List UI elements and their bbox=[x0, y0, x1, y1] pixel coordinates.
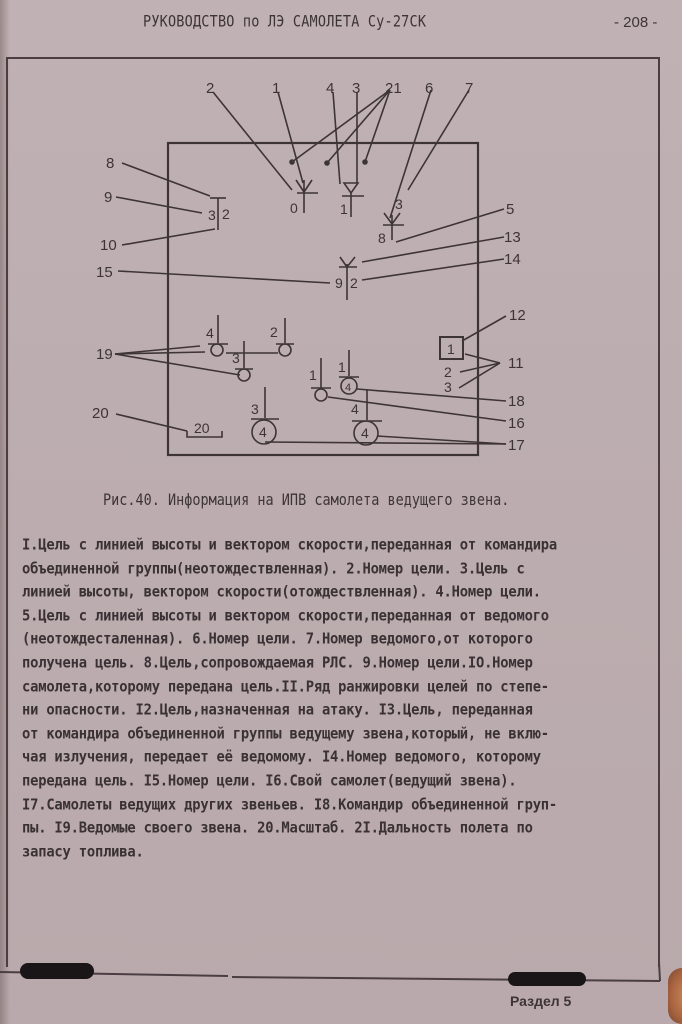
rank-2-number: 2 bbox=[444, 364, 452, 380]
rank-1-number: 1 bbox=[447, 341, 455, 357]
legend-line: (неотождесталенная). 6.Номер цели. 7.Номер ведомого,от которого bbox=[22, 630, 533, 649]
callout-10: 10 bbox=[100, 237, 117, 254]
legend-line: самолета,которому передана цель.II.Ряд ранжировки целей по степе- bbox=[22, 677, 549, 696]
page-header-title: РУКОВОДСТВО по ЛЭ САМОЛЕТА Су-27СК bbox=[143, 12, 427, 32]
commander-number: 1 bbox=[338, 359, 346, 375]
legend-line: пы. I9.Ведомые своего звена. 20.Масштаб. 2I.Дальность полета по bbox=[22, 819, 533, 838]
own-plane-number: 1 bbox=[309, 367, 317, 383]
page-number: - 208 - bbox=[614, 14, 658, 31]
commander-inner-number: 4 bbox=[345, 382, 352, 394]
legend-line: передана цель. I5.Номер цели. I6.Свой самолет(ведущий звена). bbox=[22, 772, 517, 790]
figure-caption: Рис.40. Информация на ИПВ самолета ведущего звена. bbox=[103, 491, 510, 510]
display-frame bbox=[168, 143, 478, 455]
leader-b-inner-number: 4 bbox=[361, 425, 369, 441]
callout-16: 16 bbox=[508, 415, 525, 432]
callout-13: 13 bbox=[504, 229, 521, 246]
legend-line: получена цель. 8.Цель,сопровождаемая РЛС. 9.Номер цели.IO.Номер bbox=[22, 654, 533, 672]
callout-4: 4 bbox=[326, 80, 335, 97]
target-5-number: 8 bbox=[378, 230, 386, 246]
callout-9: 9 bbox=[104, 189, 113, 206]
redaction-mark-right bbox=[508, 972, 586, 986]
target-3-number: 1 bbox=[340, 201, 348, 217]
callout-11: 11 bbox=[508, 355, 524, 372]
target-symbol-5 bbox=[383, 213, 404, 240]
target-13-wingman-number: 2 bbox=[350, 275, 358, 291]
wingman-a-number: 4 bbox=[206, 325, 214, 341]
callout-8: 8 bbox=[106, 155, 115, 172]
wingman-b-number: 2 bbox=[270, 324, 278, 340]
callout-3: 3 bbox=[352, 80, 361, 97]
scale-value: 20 bbox=[194, 420, 210, 436]
rank-3-number: 3 bbox=[444, 379, 452, 395]
leader-a-number: 3 bbox=[251, 401, 259, 417]
callout-7: 7 bbox=[465, 80, 474, 97]
legend-line: 5.Цель с линией высоты и вектором скорости,переданная от ведомого bbox=[22, 607, 549, 625]
callout-5: 5 bbox=[506, 201, 515, 218]
callout-17: 17 bbox=[508, 437, 525, 454]
wingman-c-number: 3 bbox=[232, 350, 240, 366]
callout-1: 1 bbox=[272, 80, 281, 97]
ipv-diagram bbox=[0, 60, 682, 480]
callout-14: 14 bbox=[504, 251, 521, 268]
legend-line: I.Цель с линией высоты и вектором скорости,переданная от командира bbox=[22, 536, 558, 554]
leader-b-number: 4 bbox=[351, 401, 359, 417]
legend-line: запасу топлива. bbox=[22, 843, 144, 861]
target-1-number: 0 bbox=[290, 200, 298, 216]
redaction-mark-left bbox=[20, 963, 94, 979]
legend-line: ни опасности. I2.Цель,назначенная на атаку. I3.Цель, переданная bbox=[22, 701, 533, 720]
thumb-photo-artifact bbox=[668, 968, 682, 1024]
target-8-number: 3 bbox=[208, 207, 216, 223]
figure-legend bbox=[22, 533, 672, 863]
callout-18: 18 bbox=[508, 393, 525, 410]
target-13-number: 9 bbox=[335, 275, 343, 291]
wingman-symbol-2 bbox=[276, 318, 294, 356]
callout-15: 15 bbox=[96, 264, 113, 281]
callout-6: 6 bbox=[425, 80, 434, 97]
callout-12: 12 bbox=[509, 307, 526, 324]
callout-19: 19 bbox=[96, 346, 113, 363]
legend-line: чая излучения, передает её ведомому. I4.Номер ведомого, которому bbox=[22, 748, 541, 767]
target-8-plane-number: 2 bbox=[222, 206, 230, 222]
callout-20: 20 bbox=[92, 405, 109, 422]
target-symbol-1 bbox=[296, 180, 318, 213]
legend-line: объединенной группы(неотождествленная). 2.Номер цели. 3.Цель с bbox=[22, 559, 525, 578]
legend-line: линией высоты, вектором скорости(отождествленная). 4.Номер цели. bbox=[22, 583, 541, 602]
callout-2: 2 bbox=[206, 80, 215, 97]
target-5-wingman-number: 3 bbox=[395, 196, 403, 212]
section-label: Раздел 5 bbox=[510, 993, 572, 1009]
callout-21: 21 bbox=[385, 80, 402, 97]
legend-line: от командира объединенной группы ведущему звена,который, не вклю- bbox=[22, 725, 549, 743]
legend-line: I7.Самолеты ведущих других звеньев. I8.Командир объединенной груп- bbox=[22, 795, 558, 814]
leader-a-inner-number: 4 bbox=[259, 424, 267, 440]
